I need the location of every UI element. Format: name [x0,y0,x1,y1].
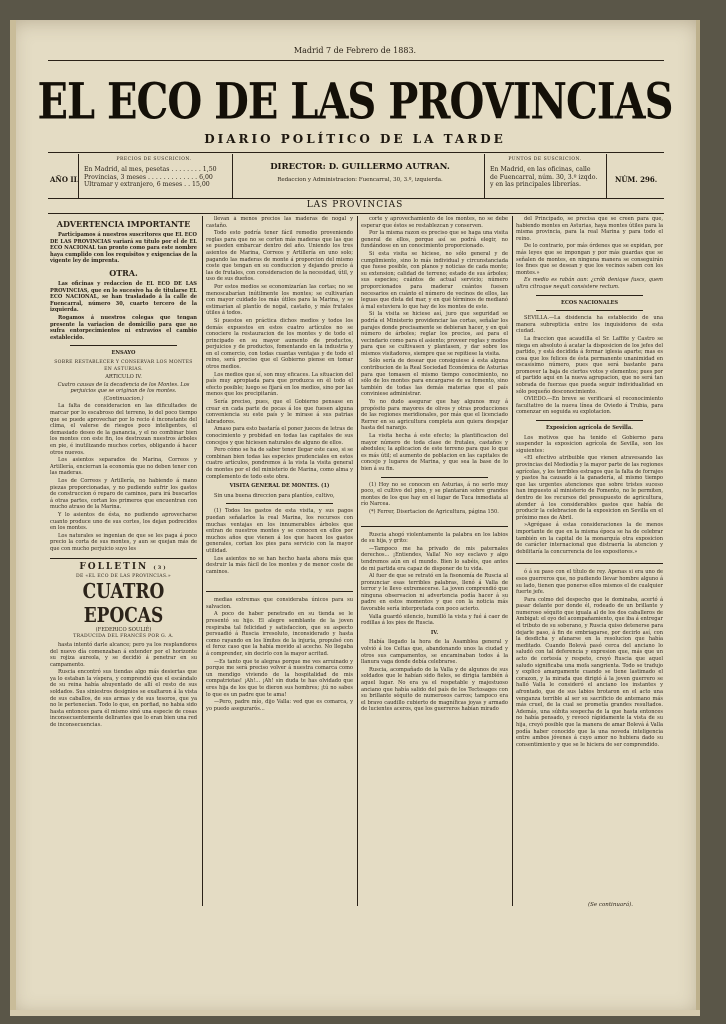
paragraph: Si esta visita se hiciese, no sólo general y de cumplimiento, sino lo más individual y circunstanciada que fuese posible, con planos y noticias de cada monte; su extension; calidad de terreno; estado de sus árboles; sus especies; cuántos de actual servicio; número proporcionados para maderar cuántos fuesen necesarios en cuánto el número de vecinos de ellos, las leguas que dista del mar, y en qué términos de medianó á mal estuviera lo que hay de los montes de este. [361,250,508,310]
paragraph: La fraccion que acaudilla el Sr. Laffite y Castro se niega en absoluto á acatar la disposicion de los jefes del partido, y está decidida á formar iglesia aparte; mas es cosa que los felices de ésta permanente unanimidad en escasísimo número, pues que será bastante para promover la baja de ciertos votos y elementos; pues por el partido aquí en la nueva agrupacion, que no será tan sobrada de fuerzas que pueda seguir individualidad en sólo pequeño desconocimiento. [516,335,663,395]
paragraph: Las oficinas y redaccion de EL ECO DE LAS PROVINCIAS, que en lo sucesivo ha de titularse EL ECO NACIONAL, se han trasladado á la calle de Fuencarral, número 30, cuarto tercero de la izquierda. [50,280,197,314]
continuation-note: (Se continuará). [588,902,633,908]
otra-heading: OTRA. [109,267,138,278]
folletin-rule [50,558,197,559]
visita-heading: VISITA GENERAL DE MONTES. (1) [229,483,330,490]
header-divider [484,154,485,198]
paragraph: Ruscia encontró sus tiendas algo más desiertas que ya lo estaban la víspera, y comprendió que el escándalo de su reina había ahuyentado de allí el resto de sus soldados. Sus siniestros designios se exaltaron á la vista de sus caballos, de sus armas y de sus tesoros, que ya no le pertenecían. Todo lo que, en porfiad, no había sido hasta entonces para él mismo sinó una especie de cosas inconsecuentemente delirantes que lo eran bien una red de inconsecuencias. [50,669,197,729]
points-text: En Madrid, en las oficinas, calle de Fuencarral, núm. 30, 3.º izqdo. y en las principales librerías. [490,166,598,189]
paragraph: del Principado, se precisa que se creen para que, habiendo montes en Asturias, haya montes útiles para la misma provincia, para la real Marina y para todo el reino. [516,216,663,242]
prices-caption: PRECIOS DE SUSCRICION. [116,157,192,162]
divider [536,420,643,421]
footnote-rule [226,503,333,504]
paragraph: Participamos á nuestros suscritores que EL ECO DE LAS PROVINCIAS variará su título por el de EL ECO NACIONAL tan pronto como para este nombre haya cumplido con los requisitos y exigencias de la vigente ley de imprenta. [50,232,197,265]
newspaper-page [10,20,700,1016]
paragraph: De lo contrario, por más órdenes que se expidan, por más leyes que se impongan y por más guardas que se señalen de montes, en ninguna manera se conseguirán los fines que se desean y que los vecinos saben con los montes.» [516,243,663,276]
paragraph: «El efectivo atribuible que vienen atravesando las provincias del Mediodía y la mayor parte de las regiones agrícolas, y los terribles estragos que la falta de forrajes y pastos ha causado á la ganadería, al mismo tiempo que las urgentes atenciones que sobre tristes suceso han impuesto al ministerio de Fomento, no le permiten, dentro de los recursos del presupuesto de agricultura, atender á los considerables gastos que había de producir la celebracion de la exposicion en Sevilla en el próximo mes de Abril. [516,455,663,521]
paragraph: —Pero, padre mío, dijo Valla: ved que es comarca, y yo puedo asegurarós... [206,699,353,712]
folletin-heading [50,561,197,572]
paragraph: Por la misma razon es preciso que se haga una visita general de ellos, porque así se podrá elegir, no fundándose en un conocimiento proporcionado. [361,230,508,250]
folletin-rule [361,526,508,527]
folletin-label: FOLLETIN [79,561,149,572]
ensayo-heading: ENSAYO [111,350,136,357]
paragraph: —Es tanto que te alegras porque me ves arruinado y porque me será preciso volver á nuestra comarca como un mendigo viviendo de la hospitalidad de mis compatriotas! ¡Ah!... ¡Ah! sin duda te has olvidado que eres hija de los que te dieron sus hombres; ¡tú no sabes lo que es un padre que te ama! [206,658,353,698]
price-line: Ultramar y extranjero, 6 meses . . 15,00 [84,181,210,189]
articulo-heading: ARTICULO IV. [105,374,142,381]
footnote: (1) Hoy no se conocen en Asturias, á no serlo muy poco, el cultivo del pino, y se plantarán sobre grandes montes de los que hay en el lugar de Tuca inmediata al río Narcea. [361,481,508,508]
folletin-rule [516,563,663,564]
paragraph: A poco de haber penetrado en su tienda se le presentó su hijo. El alegre semblante de la joven respiraba tal felicidad y satisfaccion, que su aspecto persuadió á Ruscia irresoluto, inconsiderado y hasta como rayando en los límites de la injuria, propulsó con el feroz caso que la había movido al acecho. No llegaba á comprender, sin decirlo con la mayor acritud. [206,611,353,658]
subscription-prices [84,156,224,200]
redaccion-line: Redaccion y Administracion: Fuencarral, 30, 3.º, izquierda. [277,177,443,183]
page-binding-edge [10,20,16,1016]
paragraph: Ruscia ahogó violentamente la palabra en los labios de su hija, y grito: [361,531,508,545]
ensayo-subheading: SOBRE RESTABLECER Y CONSERVAR LOS MONTES EN ASTURIAS. [54,359,193,372]
masthead-title: EL ECO DE LAS PROVINCIAS [37,72,673,131]
year-label: AÑO II. [50,175,80,184]
column-divider [202,216,203,906]
header-divider [606,154,607,198]
paragraph: La falta de consideracion en las dificultades de marcar por lo escabroso del terreno, lo del poco tiempo que se puede aprovechar por lo recio é inconstante del clima, el valerse de riesgos poco inteligentes, el demasiado deseo de la ganancia, y el no combinar bien los montes con este fin, los destrozan nuestros árboles en pie, é inutilizando muchos cortes, obligando á hacer otros nuevos. [50,403,197,456]
paragraph: —Tampoco me ha privado de mis paternales derechos... ¡Entiendes, Valla! No soy esclavo y algo tendremos aún en el mundo. Bien lo sabéis, que antes de mi partida era capaz de disponer de tu vida. [361,545,508,572]
footnote-rule [381,477,488,478]
paragraph: Pero cómo se ha de saber tener llegar este caso, si se combinan bien todas las especies prudenciales en estos cuatro artículos, pondremos á la vista la visita general de montes por el del ministerio de Marina, como alma y complemento de todo este obra. [206,447,353,480]
paragraph: Sólo sería de desear que consiguiese á esta alguna contribucion de la Real Sociedad Económica de Asturias para que tomasen el mismo tiempo conocimiento, no sólo de los montes para encargarse de su fomento, sino también de todas las demás materias que el país conviniese administrar. [361,358,508,398]
paragraph: Yo no dudo asegurar que hay algunos muy á propósito para mayores de olivos y otras producciones de las regiones meridionales, por más que el licenciado Rerrer en su agricultura completa aun quiera despejar hasta del naranjo. [361,399,508,432]
price-line: En Madrid, al mes, pesetas . . . . . . . . 1,50 [84,166,217,174]
page-bottom-edge [10,1010,700,1016]
paragraph: Valla guardó silencio, humilló la vista y fué á caer de rodillas á los pies de Ruscia. [361,613,508,627]
articulo-subheading: Cuatro causas de la decadencia de los Montes. Los perjuicios que se originan de los montes. [57,381,190,395]
paragraph: Los asientos no se han hecho hasta ahora más que destruir la más fácil de los montes y de menor coste de caminos. [206,555,353,575]
folletin-subheading: DE «EL ECO DE LAS PROVINCIAS.» [75,574,172,580]
paragraph: Para colmo del despecho que le dominaba, acertó á pasar delante por donde él, rodeado de un brillante y numeroso séquito que iguala al de los dos caballeros de Ambigat: el oyo del acompañamiento, que iba á entregar el tributo de su soberano, y Ruscia quiso detenerse para dejarle paso, á fin de embriagarse, por decirlo así, con la desdicha y afanarse en la resolucion que había meditado. Cuando Bolevá pasó cerca del anciano lo saludó con tal deferencia y expresion que, más que un acto de cortesía y respeto, creyó Ruscia que aquel saludo significaba una mofa sangrienta. Todo se tradujo y explicó amargamente cuando se tiene lastimado el corazon, y la mirada que dirigió á la joven guerrero se halló Valla le consideró el anciano los instantes y afrontado, que de sus labios brotaron en el acto una venganza terrible al ser su sacrificio de antemano más más cruel, de la cual se prometía grandes resultados. Además, una súbita sospecha de la que hasta entonces no había pensado, y revocó rápidamente la vista de su hija, creyó posible que la manera de amar Bolevá á Valla podía haber conocido que la una noveda inteligencia entre ambos jóvenes á cuyo amor no hubiera dado su consentimiento y que se le hiciera de ser comprendido. [516,596,663,748]
paragraph: llevan á menos precios las maderas de nogal y castaño. [206,216,353,229]
paragraph: Sin una buena direccion para plantíos, cultivo, [214,492,335,499]
paragraph: corte y aprovechamiento de los montes, no se debe esperar que éstos se restablezcan y conserven. [361,216,508,229]
paragraph: Los naturales se ingenian de que se les paga á poco precio la corta de sus montes, y aun se quejan más de que con mucho perjuicio suyo les [50,532,197,552]
novel-author: (FEDERICO SOULIÉ) [95,626,152,633]
paragraph: Sería preciso, pues, que el Gobierno pensase en crear en cada parte de pocas á los que fuesen alguna conveniencia su este país y le mirase á sus patrias labradores. [206,399,353,425]
column-2 [206,216,353,906]
column-3 [361,216,508,906]
continuacion-note: (Continuacion.) [103,395,144,402]
paragraph: Los de Correos y Artillería, no habiendo á mano piezas proporcionadas, y no pudiendo sufrir los gastos de construccion ó reparo de caminos, para irá buscarlos á otras partes, cortan los primeros que encuentran con mucho atraso de la Marina. [50,478,197,511]
paragraph: Amaso para esto bastaría el poner jueces de letras de conocimiento y probidad en todas las capitales de sus concejos y que hiciesen naturales de alguno de ellos. [206,426,353,446]
column-divider [512,216,513,906]
advertencia-heading: ADVERTENCIA IMPORTANTE [56,219,191,229]
column-1 [50,216,197,906]
divider [536,295,643,296]
page-right-edge [696,20,700,1016]
footnote: (*) Ferrer, Disertacion de Agricultura, página 150. [369,508,499,515]
paragraph: Por estos medios se economizarían las cortas; no se menoscabarían inútilmente los montes; se cultivarían con mayor cuidado los más útiles para la Marina, y se estimarían al plantío de nogal, castaño, y más frutales útiles á todos. [206,283,353,317]
paragraph: ó á su paso con el título de rey. Apenas si era uno de esos guerreros que, no pudiendo llevar hombre alguno á su lado, tienen que ponerse ellos mismos el de cualquier fuerte jefe. [516,569,663,596]
novel-translation: TRADUCIDA DEL FRANCÉS POR G. A. [73,634,174,640]
paragraph: SEVILLA.—La disidencia ha establecido de una manera subrepticia entre los inquisidores de esta ciudad. [516,315,663,335]
paragraph: hasta intentó darle alcance; pero ya los resplandores del nuevo día comenzaban á extender por el horizonte su rojiza aureola, y se decidió á penetrar en su campamento. [50,641,197,668]
top-rule [48,60,664,61]
header-divider [232,154,233,198]
exposicion-heading: Exposicion agrícola de Sevilla. [546,425,633,432]
header-top-rule [48,152,664,153]
paragraph: Los motivos que ha tenido el Gobierno para suspender la exposicion agrícola de Sevilla, son los siguientes: [516,434,663,454]
director-line: DIRECTOR: D. GUILLERMO AUTRAN. [270,162,450,172]
paragraph: La visita hecha á este efecto; la plantificacion del mayor número de toda clase de frutales, castaños y abedules; la aplicacion de este terreno para que lo que es más útil; el aumento de poblacion en las capitales de concejo y lugares de Marina, y que sea la base de lo bien á su fin. [361,433,508,472]
paragraph: Es medio es rabán aun: ¿crób denique fuscs, quem ultra citraque nequit consistere rectum. [516,277,663,290]
column-divider [357,216,358,906]
paragraph: Rogamos á nuestros colegas que tengan presente la variacion de domicilio para que no sufra entorpecimientos ni extravíos el cambio establecido. [50,314,197,341]
header-divider [78,154,79,198]
paragraph: Y lo asientos de ésta, no pudiendo aprovecharse cuanto produce uno de sus cortes, los dejan podrecidos en los montes. [50,511,197,532]
masthead-subtitle: DIARIO POLÍTICO DE LA TARDE [204,132,506,146]
issue-date: Madrid 7 de Febrero de 1883. [293,46,417,55]
paragraph: Si la visita se hiciese así, juro que seguridad se podría el Ministerio providenciar las cortas, señalar los parajes donde precisamente se debieran hacer, y en qué número de árboles; reglar los precios, así para el vecindario como para el asiento; proveer reglas y modos para que se cultivasen y plantasen, y dar sobre los mismos visitadores, siempre que se repitiese la visita. [361,311,508,357]
divider [70,345,177,346]
folletin-rule [206,591,353,592]
paragraph: Ruscia, acompañado de la Valla y de algunos de sus soldados que le habían sido fieles, se dirigía también á aquel lugar. No era ya el respetable y majestuoso anciano que había salido del país de los Tectosages con su brillante séquito de numerosos carros; tampoco era el bravo caudillo cubierto de magníficas joyas y armado de lucientes aceros, que los guerreros habían mirado [361,666,508,713]
paragraph: Había llegado la hora de la Asamblea general y volvió á los Celtas que, abandonando unos la ciudad y otros sus campamentos, se encaminaban todos á la llanura vaga donde debía celebrarse. [361,639,508,666]
section-title: LAS PROVINCIAS [306,200,404,210]
issue-number: NÚM. 296. [615,175,658,184]
paragraph: medias extremas que consideraba únicos para su salvacion. [206,597,353,610]
points-caption: PUNTOS DE SUSCRICION. [508,157,582,162]
section-rule [48,213,664,214]
paragraph: Si puestos en práctica dichos medios y todos los demás expuestos en estos cuatro artículos no se conociere la restauracion de los montes y de todo el principado en su mayor aumento de productos, perjuicios y de productos, fomentando en la industria y en el comercio, con todas cuantas ventajas y de todo el reino, será preciso que el Gobierno piense en tomar otros medios. [206,317,353,371]
folletin-number: (3) [153,564,168,571]
paragraph: »Agrégase á estas consideraciones la de menos importante de que en la misma época se ha de celebrar también en la capital de la monarquía otra exposicion de carácter internacional que distraería la atencion y debilitaría la concurrencia de los expositores.» [516,522,663,555]
paragraph: Al fuer de que se retrató en la fisonomía de Ruscia al pronunciar esas terribles palabras, llenó á Valla de terror y le llevo extremecerse. La joven comprendió que ninguna observacion ni advertencia podía hacer á su padre en estos momentos y que con la noticia más favorable sería interpretada con poco acierto. [361,573,508,613]
paragraph: Los asientos separados de Marina, Correos y Artillería, encierran la economía que no deben tener con las maderas. [50,457,197,477]
ecos-heading: ECOS NACIONALES [560,299,619,306]
novel-title: CUATRO EPOCAS [82,579,165,628]
header-bottom-rule [48,198,664,199]
subscription-points [490,156,600,200]
footnote: (1) Todos los gastos de esta visita, y sus pagos puedan señalarlos la real Marina, los recursos con muchas ventajas en los innumerables árboles que entran de nuestros montes y se conocen en ellos por muchos años que vienen á los que hacen los gastos generales, cortan los pies para servicio con la mayor utilidad. [206,508,353,554]
chapter-number: IV. [430,629,439,636]
paragraph: Los medios que sí, son muy eficaces. La situacion del país muy apropiada para que produzca en él todo el efecto posible; luego se fijará en los medios, sino por las menos que los precipitarán. [206,371,353,398]
paragraph: Todo esto podría tener fácil remedio proveniendo reglas para que no se corten más maderas que las que se pueden embarcar dentro del año. Uniendo los tres asientos de Marina, Correos y Artillería en uno solo; pagando las maderas de monte á proporcion del mismo coste que tengan en su conduccion y dejando precio á las de frutales, con consideracion de la necesidad, útil, y uso de sus dueños. [206,230,353,283]
column-4 [516,216,663,906]
paragraph: OVIEDO.—En breve se verificará el reconocimiento facultativo de la nueva línea de Oviedo á Trubia, para comenzar en seguida su explotacion. [516,396,663,416]
price-line: Provincias, 3 meses . . . . . . . . . . . . . 6,00 [84,173,213,181]
divider [536,310,643,311]
